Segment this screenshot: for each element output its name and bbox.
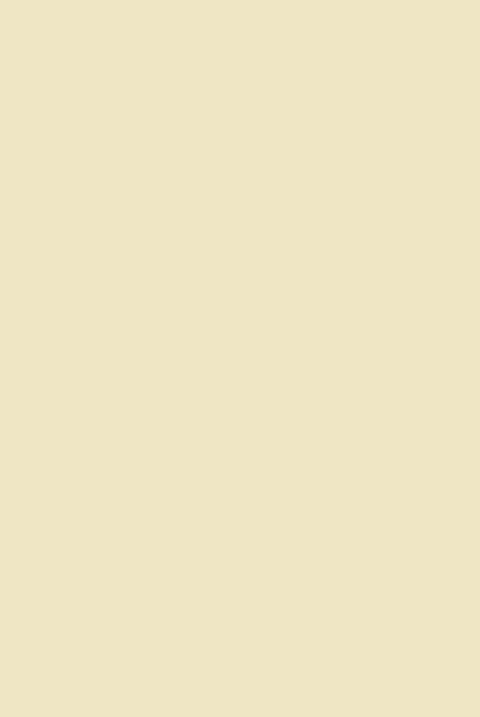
treble-staff-system-3 [0,341,480,386]
bass-staff-system-1 [0,136,480,181]
treble-staff-system-2 [0,208,480,253]
bass-staff-system-3 [0,406,480,451]
treble-staff-system-1 [0,73,480,118]
bass-staff-system-2 [0,272,480,317]
